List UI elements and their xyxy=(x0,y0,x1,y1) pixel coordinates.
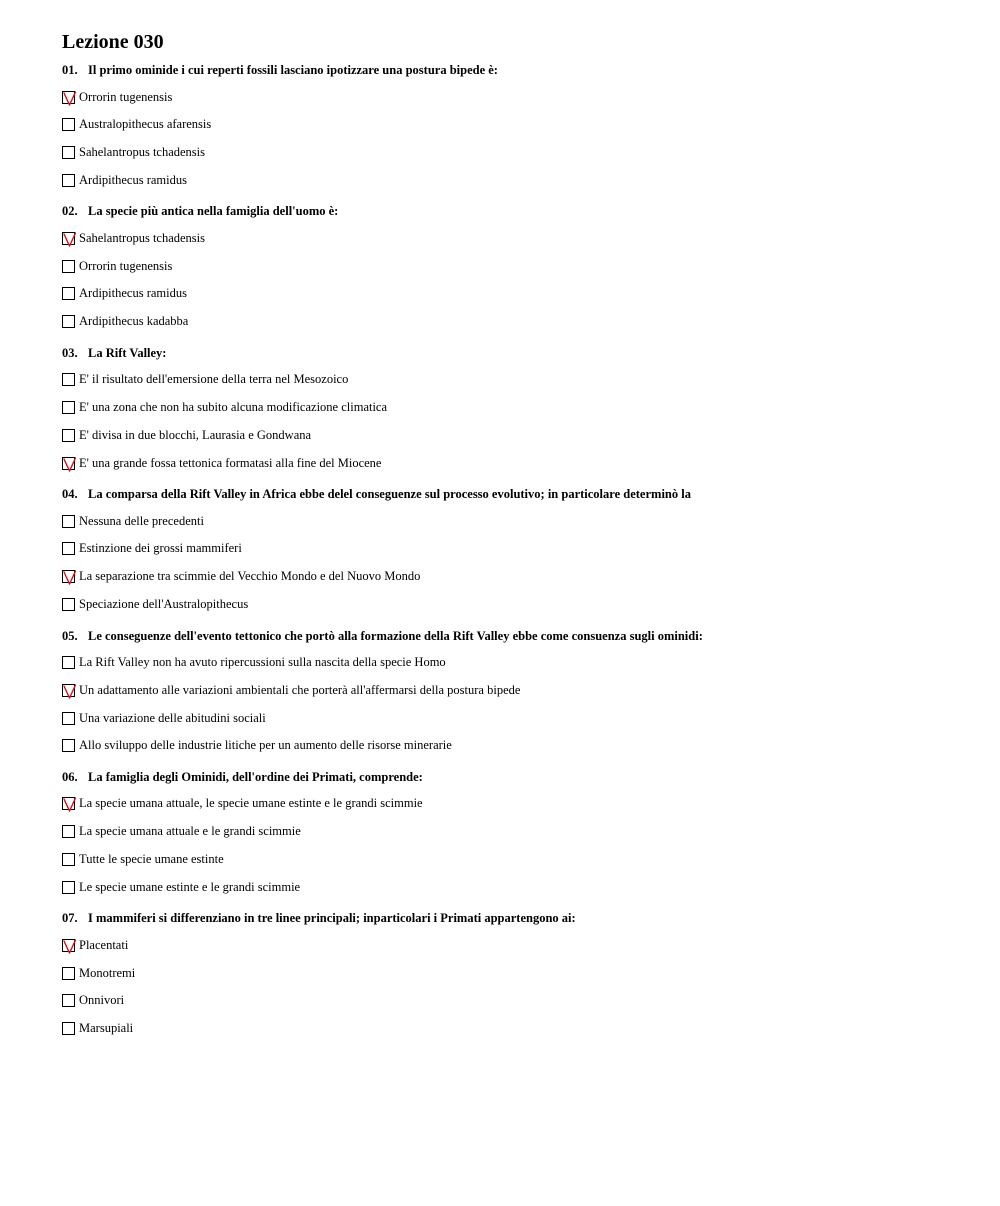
answer-option[interactable] xyxy=(62,597,962,613)
checkbox[interactable] xyxy=(62,315,75,328)
question-7 xyxy=(62,910,962,1036)
answer-option[interactable] xyxy=(62,682,962,698)
checked-checkbox[interactable] xyxy=(62,232,75,245)
option-label: Una variazione delle abitudini sociali xyxy=(79,710,266,725)
checkbox[interactable] xyxy=(62,146,75,159)
checkbox[interactable] xyxy=(62,598,75,611)
option-label: Speciazione dell'Australopithecus xyxy=(79,597,249,612)
checkbox[interactable] xyxy=(62,853,75,866)
option-label: Tutte le specie umane estinte xyxy=(79,852,224,867)
checkbox[interactable] xyxy=(62,401,75,414)
question-number: 04. xyxy=(62,487,78,502)
checkbox[interactable] xyxy=(62,260,75,273)
checkbox[interactable] xyxy=(62,174,75,187)
answer-option[interactable] xyxy=(62,965,962,981)
option-label: La specie umana attuale e le grandi scimmie xyxy=(79,824,301,839)
question-1 xyxy=(62,62,962,188)
answer-option[interactable] xyxy=(62,738,962,754)
answer-option[interactable] xyxy=(62,993,962,1009)
option-label: Placentati xyxy=(79,937,129,952)
question-text xyxy=(62,486,962,502)
option-label: Nessuna delle precedenti xyxy=(79,513,204,528)
question-number: 07. xyxy=(62,911,78,926)
question-label: La comparsa della Rift Valley in Africa ebbe delel conseguenze sul processo evolutivo; in particolare determinò la xyxy=(88,487,691,502)
answer-option[interactable] xyxy=(62,258,962,274)
checkbox[interactable] xyxy=(62,967,75,980)
answer-option[interactable] xyxy=(62,230,962,246)
checkbox[interactable] xyxy=(62,825,75,838)
option-label: E' il risultato dell'emersione della terra nel Mesozoico xyxy=(79,372,349,387)
option-label: Sahelantropus tchadensis xyxy=(79,145,206,160)
question-5 xyxy=(62,628,962,754)
answer-option[interactable] xyxy=(62,286,962,302)
checkmark-icon xyxy=(62,797,78,813)
option-label: Orrorin tugenensis xyxy=(79,89,173,104)
checked-checkbox[interactable] xyxy=(62,91,75,104)
checkbox[interactable] xyxy=(62,373,75,386)
question-4 xyxy=(62,486,962,612)
checkbox[interactable] xyxy=(62,994,75,1007)
checked-checkbox[interactable] xyxy=(62,684,75,697)
option-label: La separazione tra scimmie del Vecchio Mondo e del Nuovo Mondo xyxy=(79,569,421,584)
question-text xyxy=(62,345,962,361)
checkmark-icon xyxy=(62,570,78,586)
option-label: Ardipithecus ramidus xyxy=(79,172,187,187)
option-label: Marsupiali xyxy=(79,1021,134,1036)
checkbox[interactable] xyxy=(62,712,75,725)
answer-option[interactable] xyxy=(62,314,962,330)
question-label: La Rift Valley: xyxy=(88,345,167,360)
answer-option[interactable] xyxy=(62,569,962,585)
question-label: Le conseguenze dell'evento tettonico che portò alla formazione della Rift Valley ebbe come consuenza sugli ominidi: xyxy=(88,628,703,643)
question-label: La specie più antica nella famiglia dell'uomo è: xyxy=(88,204,339,219)
option-label: Sahelantropus tchadensis xyxy=(79,230,206,245)
answer-option[interactable] xyxy=(62,372,962,388)
checked-checkbox[interactable] xyxy=(62,939,75,952)
answer-option[interactable] xyxy=(62,145,962,161)
option-label: Australopithecus afarensis xyxy=(79,117,212,132)
option-label: La Rift Valley non ha avuto ripercussioni sulla nascita della specie Homo xyxy=(79,655,446,670)
option-label: Un adattamento alle variazioni ambientali che porterà all'affermarsi della postura bipede xyxy=(79,682,521,697)
answer-option[interactable] xyxy=(62,655,962,671)
checkmark-icon xyxy=(62,232,78,248)
checkbox[interactable] xyxy=(62,515,75,528)
answer-option[interactable] xyxy=(62,117,962,133)
checked-checkbox[interactable] xyxy=(62,570,75,583)
option-label: Allo sviluppo delle industrie litiche per un aumento delle risorse minerarie xyxy=(79,738,452,753)
answer-option[interactable] xyxy=(62,937,962,953)
checkbox[interactable] xyxy=(62,287,75,300)
question-6 xyxy=(62,769,962,895)
question-label: I mammiferi si differenziano in tre linee principali; inparticolari i Primati appartengono ai: xyxy=(88,911,576,926)
checked-checkbox[interactable] xyxy=(62,457,75,470)
option-label: Ardipithecus kadabba xyxy=(79,314,189,329)
question-number: 03. xyxy=(62,345,78,360)
checkmark-icon xyxy=(62,91,78,107)
option-label: Ardipithecus ramidus xyxy=(79,286,187,301)
quiz-page xyxy=(62,30,962,1052)
answer-option[interactable] xyxy=(62,541,962,557)
option-label: La specie umana attuale, le specie umane estinte e le grandi scimmie xyxy=(79,796,423,811)
answer-option[interactable] xyxy=(62,427,962,443)
answer-option[interactable] xyxy=(62,796,962,812)
question-text xyxy=(62,203,962,219)
option-label: Onnivori xyxy=(79,993,125,1008)
answer-option[interactable] xyxy=(62,824,962,840)
checkbox[interactable] xyxy=(62,429,75,442)
question-text xyxy=(62,62,962,78)
checked-checkbox[interactable] xyxy=(62,797,75,810)
question-number: 05. xyxy=(62,628,78,643)
question-label: Il primo ominide i cui reperti fossili lasciano ipotizzare una postura bipede è: xyxy=(88,63,498,77)
question-number: 01. xyxy=(62,63,78,77)
question-number: 06. xyxy=(62,769,78,784)
question-text xyxy=(62,910,962,926)
checkbox[interactable] xyxy=(62,542,75,555)
page-title: Lezione 030 xyxy=(62,31,164,53)
option-label: E' una zona che non ha subito alcuna modificazione climatica xyxy=(79,400,388,415)
checkmark-icon xyxy=(62,684,78,700)
question-text xyxy=(62,628,962,644)
question-label: La famiglia degli Ominidi, dell'ordine dei Primati, comprende: xyxy=(88,769,423,784)
option-label: Estinzione dei grossi mammiferi xyxy=(79,541,242,556)
option-label: E' una grande fossa tettonica formatasi alla fine del Miocene xyxy=(79,455,382,470)
question-list xyxy=(62,62,962,1037)
checkbox[interactable] xyxy=(62,656,75,669)
question-number: 02. xyxy=(62,204,78,219)
answer-option[interactable] xyxy=(62,879,962,895)
answer-option[interactable] xyxy=(62,513,962,529)
answer-option[interactable] xyxy=(62,1021,962,1037)
option-label: Monotremi xyxy=(79,965,136,980)
answer-option[interactable] xyxy=(62,89,962,105)
question-3 xyxy=(62,345,962,471)
answer-option[interactable] xyxy=(62,400,962,416)
answer-option[interactable] xyxy=(62,172,962,188)
question-2 xyxy=(62,203,962,329)
option-label: Orrorin tugenensis xyxy=(79,258,173,273)
answer-option[interactable] xyxy=(62,455,962,471)
checkbox[interactable] xyxy=(62,739,75,752)
checkmark-icon xyxy=(62,939,78,955)
checkmark-icon xyxy=(62,457,78,473)
question-text xyxy=(62,769,962,785)
answer-option[interactable] xyxy=(62,710,962,726)
checkbox[interactable] xyxy=(62,118,75,131)
checkbox[interactable] xyxy=(62,881,75,894)
option-label: E' divisa in due blocchi, Laurasia e Gondwana xyxy=(79,427,312,442)
checkbox[interactable] xyxy=(62,1022,75,1035)
option-label: Le specie umane estinte e le grandi scimmie xyxy=(79,879,301,894)
answer-option[interactable] xyxy=(62,852,962,868)
